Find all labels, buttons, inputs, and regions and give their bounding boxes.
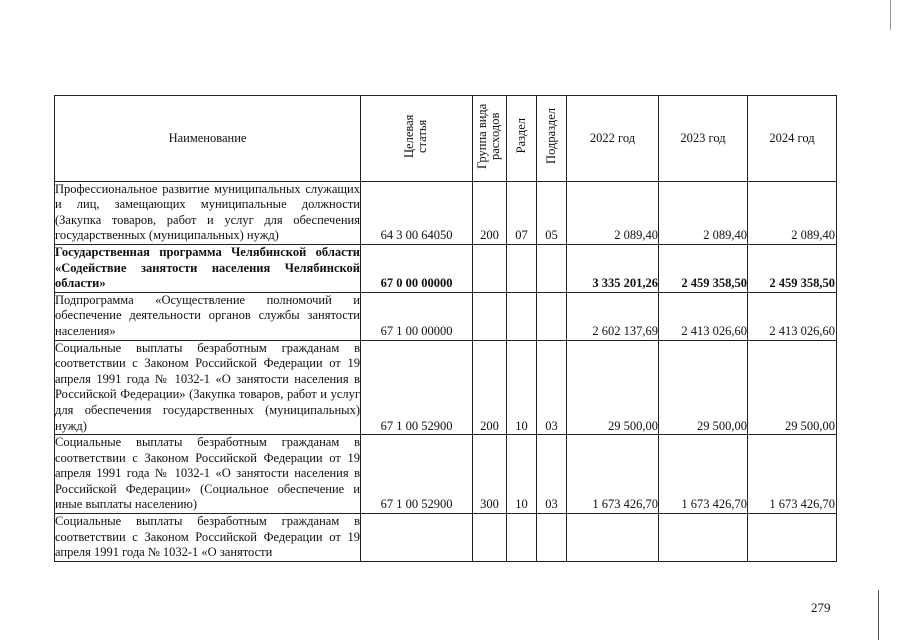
- header-year-2022: 2022 год: [567, 96, 659, 182]
- budget-table: [54, 95, 837, 562]
- row-expense-group: 200: [473, 340, 507, 435]
- row-subsection: 05: [537, 181, 567, 244]
- row-amount-2023: 2 413 026,60: [659, 292, 748, 340]
- row-subsection: [537, 292, 567, 340]
- row-subsection: 03: [537, 340, 567, 435]
- row-name: Государственная программа Челябинской области «Содействие занятости населения Челябинской области»: [55, 244, 361, 292]
- table-body: [55, 181, 837, 561]
- row-expense-group: [473, 514, 507, 562]
- row-amount-2024: 2 459 358,50: [748, 244, 837, 292]
- row-section: [507, 514, 537, 562]
- row-target-article: 67 0 00 00000: [361, 244, 473, 292]
- row-expense-group: [473, 292, 507, 340]
- page-number: 279: [811, 600, 831, 615]
- table-row: [55, 244, 837, 292]
- header-year-2023: 2023 год: [659, 96, 748, 182]
- row-amount-2023: 2 459 358,50: [659, 244, 748, 292]
- row-amount-2024: 1 673 426,70: [748, 435, 837, 514]
- row-amount-2024: 2 089,40: [748, 181, 837, 244]
- table-row: [55, 292, 837, 340]
- row-amount-2022: 2 602 137,69: [567, 292, 659, 340]
- header-year-2024: 2024 год: [748, 96, 837, 182]
- row-expense-group: 200: [473, 181, 507, 244]
- row-section: 10: [507, 435, 537, 514]
- scan-edge-mark: [890, 0, 891, 30]
- row-amount-2022: 29 500,00: [567, 340, 659, 435]
- row-name: Социальные выплаты безработным гражданам в соответствии с Законом Российской Федерации от 19 апреля 1991 года № 1032-1 «О занятости: [55, 514, 361, 562]
- header-expense-group: Группа вида расходов: [473, 96, 507, 182]
- row-expense-group: 300: [473, 435, 507, 514]
- row-name: Социальные выплаты безработным гражданам в соответствии с Законом Российской Федерации от 19 апреля 1991 года № 1032-1 «О занятости населения в Российской Федерации» (Закупка товаров, работ и услуг для обеспечения государственных (муниципальных) нужд): [55, 340, 361, 435]
- row-subsection: [537, 514, 567, 562]
- row-amount-2022: [567, 514, 659, 562]
- header-row: [55, 96, 837, 182]
- row-amount-2022: 3 335 201,26: [567, 244, 659, 292]
- table-row: [55, 435, 837, 514]
- row-name: Социальные выплаты безработным гражданам в соответствии с Законом Российской Федерации от 19 апреля 1991 года № 1032-1 «О занятости населения в Российской Федерации» (Социальное обеспечение и иные выплаты населению): [55, 435, 361, 514]
- row-amount-2023: 1 673 426,70: [659, 435, 748, 514]
- row-section: [507, 292, 537, 340]
- row-amount-2023: 2 089,40: [659, 181, 748, 244]
- row-amount-2022: 2 089,40: [567, 181, 659, 244]
- row-name: Профессиональное развитие муниципальных служащих и лиц, замещающих муниципальные должности (Закупка товаров, работ и услуг для обеспечения государственных (муниципальных) нужд): [55, 181, 361, 244]
- row-name: Подпрограмма «Осуществление полномочий и обеспечение деятельности органов службы занятости населения»: [55, 292, 361, 340]
- header-section: Раздел: [507, 96, 537, 182]
- row-target-article: [361, 514, 473, 562]
- row-expense-group: [473, 244, 507, 292]
- row-section: 10: [507, 340, 537, 435]
- row-target-article: 67 1 00 52900: [361, 435, 473, 514]
- header-name: Наименование: [55, 96, 361, 182]
- header-subsection: Подраздел: [537, 96, 567, 182]
- row-amount-2024: [748, 514, 837, 562]
- row-subsection: 03: [537, 435, 567, 514]
- table-row: [55, 181, 837, 244]
- table-row: [55, 340, 837, 435]
- scan-edge-mark: [878, 590, 879, 640]
- row-section: [507, 244, 537, 292]
- row-amount-2022: 1 673 426,70: [567, 435, 659, 514]
- row-target-article: 67 1 00 00000: [361, 292, 473, 340]
- row-amount-2023: [659, 514, 748, 562]
- row-amount-2023: 29 500,00: [659, 340, 748, 435]
- row-target-article: 67 1 00 52900: [361, 340, 473, 435]
- row-amount-2024: 2 413 026,60: [748, 292, 837, 340]
- row-amount-2024: 29 500,00: [748, 340, 837, 435]
- row-target-article: 64 3 00 64050: [361, 181, 473, 244]
- table-row: [55, 514, 837, 562]
- row-section: 07: [507, 181, 537, 244]
- header-target-article: Целевая статья: [361, 96, 473, 182]
- row-subsection: [537, 244, 567, 292]
